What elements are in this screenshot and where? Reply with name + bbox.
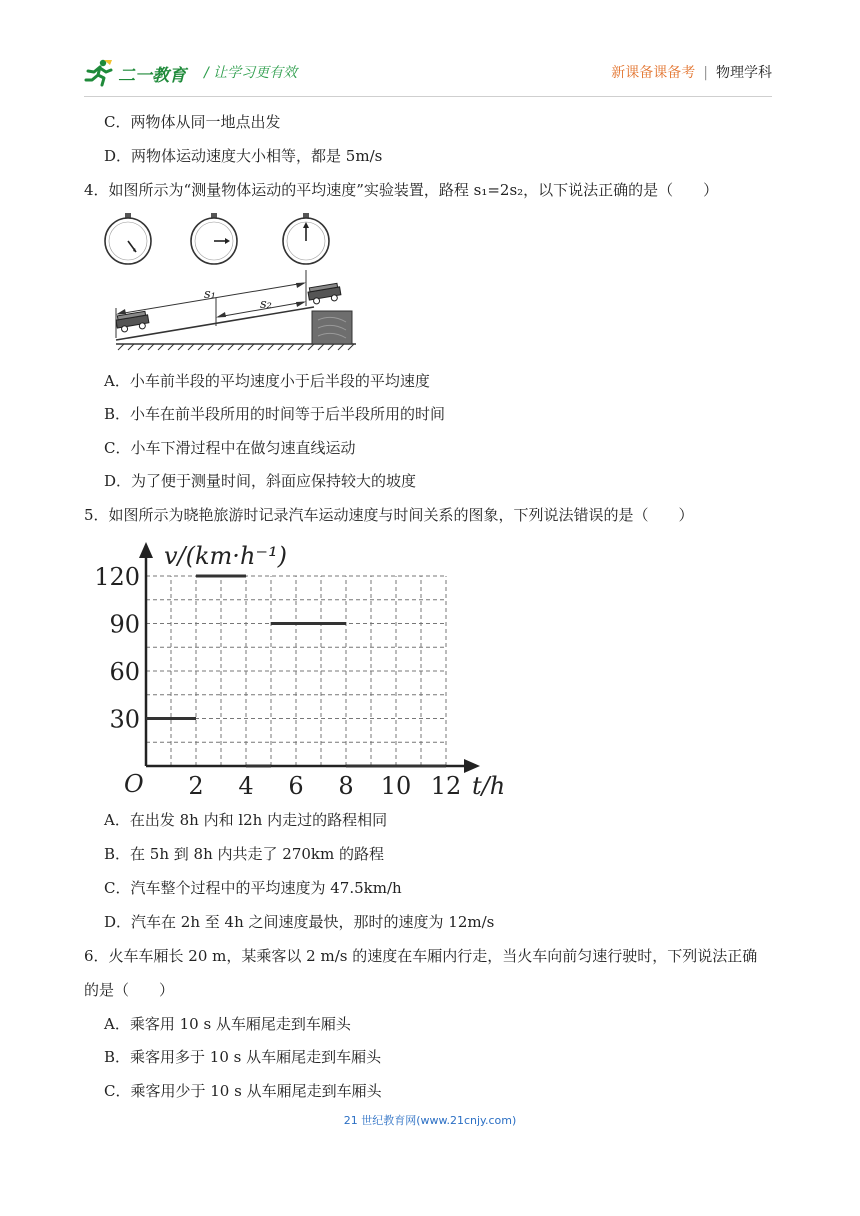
header-divider: [84, 96, 772, 97]
wood-block: [312, 311, 352, 344]
stopwatch-icon: [283, 213, 329, 264]
q5-option-b: B．在 5h 到 8h 内共走了 270km 的路程: [104, 845, 384, 863]
x-tick-label: 12: [430, 772, 462, 800]
q5-stem: 5．如图所示为晓艳旅游时记录汽车运动速度与时间关系的图象，下列说法错误的是（ ）: [84, 506, 694, 524]
q3-option-c: C．两物体从同一地点出发: [104, 113, 281, 131]
logo: [84, 56, 186, 90]
q5-option-a: A．在出发 8h 内和 l2h 内走过的路程相同: [104, 811, 388, 829]
x-tick-label: 8: [338, 772, 354, 800]
q6-stem-line2: 的是（ ）: [84, 981, 175, 999]
q4-option-a: A．小车前半段的平均速度小于后半段的平均速度: [104, 372, 430, 390]
page-header: [0, 0, 860, 100]
q3-option-d: D．两物体运动速度大小相等，都是 5m/s: [104, 147, 383, 165]
y-tick-label: 30: [109, 705, 140, 734]
q6-option-c: C．乘客用少于 10 s 从车厢尾走到车厢头: [104, 1082, 382, 1100]
slogan: / 让学习更有效: [204, 65, 298, 81]
page-footer: 21 世纪教育网(www.21cnjy.com): [343, 1114, 517, 1127]
q4-option-c: C．小车下滑过程中在做匀速直线运动: [104, 439, 356, 457]
x-tick-label: 6: [288, 772, 304, 800]
q5-option-d: D．汽车在 2h 至 4h 之间速度最快，那时的速度为 12m/s: [104, 913, 495, 931]
x-tick-label: 4: [238, 772, 254, 800]
origin-label: O: [124, 770, 144, 798]
s1-label: s₁: [204, 287, 216, 302]
cart-icon: [307, 283, 341, 305]
runner-logo-icon: [84, 58, 114, 88]
q4-stem: 4．如图所示为“测量物体运动的平均速度”实验装置，路程 s₁=2s₂，以下说法正确的是（ ）: [84, 181, 719, 199]
ground: [116, 344, 356, 350]
q5-option-c: C．汽车整个过程中的平均速度为 47.5km/h: [104, 879, 402, 897]
chart-grid: [146, 576, 446, 766]
y-tick-label: 90: [109, 610, 140, 639]
q4-figure: [100, 210, 362, 355]
q6-option-a: A．乘客用 10 s 从车厢尾走到车厢头: [104, 1015, 351, 1033]
q4-option-b: B．小车在前半段所用的时间等于后半段所用的时间: [104, 405, 446, 423]
stopwatch-icon: [105, 213, 151, 264]
y-axis-label: v/(km·h⁻¹): [164, 542, 288, 570]
q6-stem-line1: 6．火车车厢长 20 m，某乘客以 2 m/s 的速度在车厢内行走，当火车向前匀速行驶时，下列说法正确: [84, 947, 758, 965]
s2-label: s₂: [260, 297, 272, 312]
header-separator: |: [703, 65, 708, 81]
header-subject: 物理学科: [716, 65, 772, 81]
logo-text: 二一教育: [118, 65, 186, 86]
header-tagline: 新课备课备考: [611, 65, 696, 81]
x-axis-arrow: [464, 759, 480, 773]
q6-option-b: B．乘客用多于 10 s 从车厢尾走到车厢头: [104, 1048, 382, 1066]
y-tick-label: 120: [94, 563, 140, 591]
y-tick-label: 60: [109, 658, 140, 686]
x-tick-label: 10: [380, 772, 412, 800]
x-tick-label: 2: [188, 772, 204, 800]
x-axis-label: t/h: [472, 772, 506, 800]
q4-option-d: D．为了便于测量时间，斜面应保持较大的坡度: [104, 472, 417, 490]
stopwatch-icon: [191, 213, 237, 264]
header-right: [611, 62, 772, 82]
velocity-time-chart: [94, 536, 506, 802]
y-axis-arrow: [139, 542, 153, 558]
